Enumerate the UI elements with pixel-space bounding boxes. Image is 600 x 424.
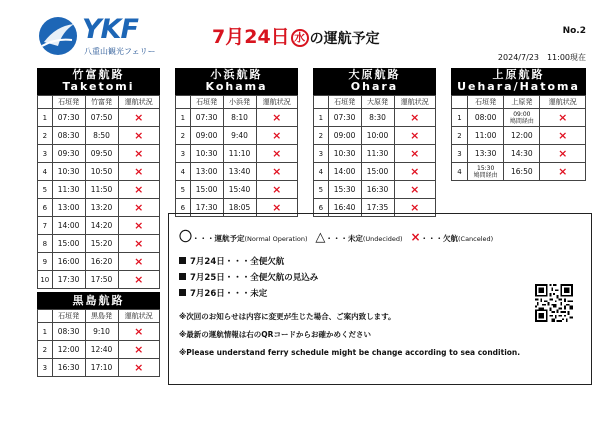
- trip-number: 3: [38, 359, 53, 377]
- canceled-cross-icon: ×: [272, 147, 282, 160]
- trip-number: 8: [38, 235, 53, 253]
- column-header: 大原発: [361, 96, 394, 109]
- square-bullet-icon: [179, 273, 186, 280]
- timetable-header-row: [314, 96, 436, 109]
- route-name-jp: 黒島航路: [72, 294, 125, 307]
- return-time: 14:20: [85, 217, 118, 235]
- legend-notes-box: [168, 213, 592, 385]
- timetable-header-row: [38, 96, 160, 109]
- departure-time: 08:30: [52, 323, 85, 341]
- departure-time: 09:00: [190, 127, 223, 145]
- column-header: 石垣発: [328, 96, 361, 109]
- canceled-cross-icon: ×: [134, 219, 144, 232]
- route-kohama: [175, 68, 298, 217]
- table-row: [176, 127, 298, 145]
- column-header: [38, 310, 53, 323]
- legend-circle-text: ・・・運航予定: [192, 234, 245, 243]
- return-time: 10:50: [85, 163, 118, 181]
- brand-name: YKF: [82, 14, 138, 45]
- legend-cross-en: (Canceled): [458, 235, 494, 243]
- timetable-header-row: [452, 96, 586, 109]
- canceled-cross-icon: ×: [558, 147, 568, 160]
- table-row: [452, 127, 586, 145]
- remark-item: ※Please understand ferry schedule might be change according to sea condition.: [179, 348, 521, 357]
- square-bullet-icon: [179, 289, 186, 296]
- note-item: 7月24日・・・全便欠航: [179, 254, 318, 270]
- return-time: 11:10: [223, 145, 256, 163]
- status-cell: [118, 145, 160, 163]
- departure-time: 16:30: [52, 359, 85, 377]
- page-number: No.2: [562, 26, 586, 36]
- status-cell: [118, 341, 160, 359]
- status-cell: [540, 163, 586, 181]
- column-header: 石垣発: [52, 96, 85, 109]
- route-name-jp: 小浜航路: [210, 68, 263, 81]
- return-time: 11:50: [85, 181, 118, 199]
- table-row: [38, 235, 160, 253]
- departure-time: 14:00: [52, 217, 85, 235]
- status-cell: [394, 181, 436, 199]
- departure-time: 10:30: [190, 145, 223, 163]
- title-date: 7月24日: [212, 26, 290, 48]
- return-time: 11:30: [361, 145, 394, 163]
- route-name-en: Kohama: [205, 80, 268, 93]
- return-time: 9:40: [223, 127, 256, 145]
- trip-number: 6: [38, 199, 53, 217]
- status-cell: [118, 163, 160, 181]
- canceled-cross-icon: ×: [134, 325, 144, 338]
- trip-number: 4: [38, 163, 53, 181]
- status-cell: [256, 145, 298, 163]
- return-time: 17:10: [85, 359, 118, 377]
- status-legend: [179, 226, 493, 245]
- company-logo: [38, 12, 178, 62]
- return-time: 13:20: [85, 199, 118, 217]
- trip-number: 5: [38, 181, 53, 199]
- route-header: [37, 68, 160, 95]
- triangle-icon: △: [315, 230, 326, 245]
- return-time: 14:30: [504, 145, 540, 163]
- return-time: 13:40: [223, 163, 256, 181]
- time-value: 09:00: [513, 110, 531, 118]
- column-header: [314, 96, 329, 109]
- legend-cross-text: ・・・欠航: [420, 234, 458, 243]
- column-header: 石垣発: [468, 96, 504, 109]
- return-time: 10:00: [361, 127, 394, 145]
- timetable-header-row: [176, 96, 298, 109]
- table-row: [38, 217, 160, 235]
- column-header: 上原発: [504, 96, 540, 109]
- departure-time: 08:00: [468, 109, 504, 127]
- status-cell: [118, 359, 160, 377]
- table-row: [176, 145, 298, 163]
- canceled-cross-icon: ×: [558, 111, 568, 124]
- canceled-cross-icon: ×: [272, 201, 282, 214]
- route-name-en: Taketomi: [62, 80, 135, 93]
- canceled-cross-icon: ×: [134, 111, 144, 124]
- return-time: 12:40: [85, 341, 118, 359]
- time-value: 15:30: [477, 164, 495, 172]
- column-header: 運航状況: [256, 96, 298, 109]
- route-taketomi: [37, 68, 160, 289]
- departure-time: 10:30: [328, 145, 361, 163]
- trip-number: 3: [314, 145, 329, 163]
- trip-number: 1: [452, 109, 468, 127]
- table-row: [38, 181, 160, 199]
- route-name-en: Uehara/Hatoma: [457, 80, 580, 93]
- square-bullet-icon: [179, 257, 186, 264]
- table-row: [38, 253, 160, 271]
- timetable: [451, 95, 586, 181]
- trip-number: 6: [314, 199, 329, 217]
- canceled-cross-icon: ×: [558, 165, 568, 178]
- departure-time: 17:30: [190, 199, 223, 217]
- table-row: [38, 341, 160, 359]
- departure-time: 10:30: [52, 163, 85, 181]
- route-uehara-hatoma: [451, 68, 586, 181]
- status-cell: [256, 163, 298, 181]
- trip-number: 3: [176, 145, 191, 163]
- departure-time: 17:30: [52, 271, 85, 289]
- route-name-jp: 竹富航路: [72, 68, 125, 81]
- column-header: [452, 96, 468, 109]
- status-cell: [118, 109, 160, 127]
- canceled-cross-icon: ×: [410, 201, 420, 214]
- trip-number: 5: [314, 181, 329, 199]
- departure-time: 11:30: [52, 181, 85, 199]
- trip-number: 1: [176, 109, 191, 127]
- ferry-wing-logo-icon: [38, 16, 78, 56]
- table-row: [176, 181, 298, 199]
- canceled-cross-icon: ×: [272, 183, 282, 196]
- canceled-cross-icon: ×: [134, 343, 144, 356]
- departure-time: 13:30: [468, 145, 504, 163]
- status-cell: [394, 109, 436, 127]
- trip-number: 2: [176, 127, 191, 145]
- page-title: [212, 22, 380, 49]
- column-header: 小浜発: [223, 96, 256, 109]
- canceled-cross-icon: ×: [272, 129, 282, 142]
- status-cell: [118, 323, 160, 341]
- date-notes: [179, 254, 318, 302]
- return-time: 9:10: [85, 323, 118, 341]
- status-cell: [118, 127, 160, 145]
- canceled-cross-icon: ×: [410, 147, 420, 160]
- canceled-cross-icon: ×: [134, 147, 144, 160]
- timetable: [175, 95, 298, 217]
- trip-number: 2: [38, 341, 53, 359]
- return-time: 18:05: [223, 199, 256, 217]
- route-name-jp: 上原航路: [492, 68, 545, 81]
- canceled-cross-icon: ×: [134, 255, 144, 268]
- trip-number: 3: [452, 145, 468, 163]
- qr-code-icon[interactable]: [535, 284, 573, 322]
- table-row: [314, 163, 436, 181]
- return-time: [504, 109, 540, 127]
- legend-triangle-text: ・・・未定: [325, 234, 363, 243]
- canceled-cross-icon: ×: [558, 129, 568, 142]
- legend-triangle-en: (Undecided): [362, 235, 403, 243]
- departure-time: 13:00: [190, 163, 223, 181]
- departure-time: 07:30: [190, 109, 223, 127]
- table-row: [314, 109, 436, 127]
- departure-time: 14:00: [328, 163, 361, 181]
- column-header: 石垣発: [52, 310, 85, 323]
- canceled-cross-icon: ×: [134, 129, 144, 142]
- departure-time: 07:30: [52, 109, 85, 127]
- canceled-cross-icon: ×: [410, 111, 420, 124]
- note-item: 7月26日・・・未定: [179, 286, 318, 302]
- trip-number: 2: [452, 127, 468, 145]
- return-time: 15:20: [85, 235, 118, 253]
- departure-time: 08:30: [52, 127, 85, 145]
- table-row: [314, 127, 436, 145]
- table-row: [38, 359, 160, 377]
- route-ohara: [313, 68, 436, 217]
- timetable: [313, 95, 436, 217]
- table-row: [452, 109, 586, 127]
- table-row: [452, 163, 586, 181]
- title-rest: の運航予定: [309, 31, 380, 47]
- return-time: 07:50: [85, 109, 118, 127]
- cross-icon: ×: [410, 230, 421, 244]
- canceled-cross-icon: ×: [134, 273, 144, 286]
- route-header: [37, 292, 160, 309]
- trip-number: 10: [38, 271, 53, 289]
- timetable: [37, 309, 160, 377]
- trip-number: 2: [38, 127, 53, 145]
- trip-number: 1: [38, 323, 53, 341]
- trip-number: 4: [176, 163, 191, 181]
- departure-time: 15:30: [328, 181, 361, 199]
- canceled-cross-icon: ×: [410, 165, 420, 178]
- via-note: 鳩間経由: [473, 171, 498, 179]
- status-cell: [540, 109, 586, 127]
- brand-subtitle: 八重山観光フェリー: [84, 47, 156, 56]
- departure-time: 15:00: [52, 235, 85, 253]
- status-cell: [256, 109, 298, 127]
- note-item: 7月25日・・・全便欠航の見込み: [179, 270, 318, 286]
- canceled-cross-icon: ×: [134, 201, 144, 214]
- trip-number: 9: [38, 253, 53, 271]
- return-time: 16:30: [361, 181, 394, 199]
- updated-timestamp: 2024/7/23 11:00現在: [497, 53, 586, 62]
- status-cell: [118, 271, 160, 289]
- status-cell: [118, 199, 160, 217]
- table-row: [38, 323, 160, 341]
- table-row: [314, 145, 436, 163]
- circle-icon: 〇: [179, 230, 193, 245]
- remark-item: ※次回のお知らせは内容に変更が生じた場合、ご案内致します。: [179, 312, 396, 321]
- title-weekday: 水: [291, 29, 309, 47]
- trip-number: 4: [314, 163, 329, 181]
- table-row: [38, 163, 160, 181]
- status-cell: [394, 145, 436, 163]
- column-header: 黒島発: [85, 310, 118, 323]
- trip-number: 1: [38, 109, 53, 127]
- table-row: [38, 127, 160, 145]
- route-kuroshima: [37, 292, 160, 377]
- status-cell: [118, 253, 160, 271]
- canceled-cross-icon: ×: [272, 165, 282, 178]
- return-time: 15:40: [223, 181, 256, 199]
- table-row: [38, 271, 160, 289]
- departure-time: 11:00: [468, 127, 504, 145]
- table-row: [176, 109, 298, 127]
- canceled-cross-icon: ×: [410, 183, 420, 196]
- trip-number: 3: [38, 145, 53, 163]
- return-time: 16:20: [85, 253, 118, 271]
- column-header: 石垣発: [190, 96, 223, 109]
- column-header: 運航状況: [540, 96, 586, 109]
- departure-time: [468, 163, 504, 181]
- canceled-cross-icon: ×: [134, 165, 144, 178]
- table-row: [314, 181, 436, 199]
- status-cell: [540, 127, 586, 145]
- status-cell: [118, 181, 160, 199]
- trip-number: 5: [176, 181, 191, 199]
- status-cell: [118, 235, 160, 253]
- table-row: [38, 145, 160, 163]
- canceled-cross-icon: ×: [410, 129, 420, 142]
- column-header: 竹富発: [85, 96, 118, 109]
- return-time: 17:50: [85, 271, 118, 289]
- column-header: 運航状況: [118, 96, 160, 109]
- canceled-cross-icon: ×: [134, 183, 144, 196]
- remark-item: ※最新の運航情報は右のQRコードからお確かめください: [179, 330, 371, 339]
- timetable-header-row: [38, 310, 160, 323]
- remarks: [179, 308, 520, 362]
- departure-time: 13:00: [52, 199, 85, 217]
- departure-time: 12:00: [52, 341, 85, 359]
- table-row: [452, 145, 586, 163]
- route-header: [175, 68, 298, 95]
- return-time: 12:00: [504, 127, 540, 145]
- return-time: 17:35: [361, 199, 394, 217]
- route-name-jp: 大原航路: [348, 68, 401, 81]
- legend-circle-en: (Normal Operation): [244, 235, 308, 243]
- departure-time: 15:00: [190, 181, 223, 199]
- departure-time: 16:00: [52, 253, 85, 271]
- status-cell: [394, 127, 436, 145]
- return-time: 09:50: [85, 145, 118, 163]
- return-time: 15:00: [361, 163, 394, 181]
- canceled-cross-icon: ×: [134, 361, 144, 374]
- canceled-cross-icon: ×: [134, 237, 144, 250]
- via-note: 鳩間経由: [509, 117, 534, 125]
- departure-time: 09:00: [328, 127, 361, 145]
- route-header: [451, 68, 586, 95]
- status-cell: [256, 181, 298, 199]
- return-time: 8:50: [85, 127, 118, 145]
- trip-number: 1: [314, 109, 329, 127]
- status-cell: [540, 145, 586, 163]
- status-cell: [256, 127, 298, 145]
- timetable: [37, 95, 160, 289]
- status-cell: [394, 163, 436, 181]
- departure-time: 09:30: [52, 145, 85, 163]
- column-header: [176, 96, 191, 109]
- table-row: [38, 199, 160, 217]
- trip-number: 6: [176, 199, 191, 217]
- column-header: 運航状況: [118, 310, 160, 323]
- canceled-cross-icon: ×: [272, 111, 282, 124]
- status-cell: [118, 217, 160, 235]
- route-name-en: Ohara: [350, 80, 399, 93]
- departure-time: 07:30: [328, 109, 361, 127]
- departure-time: 16:40: [328, 199, 361, 217]
- column-header: [38, 96, 53, 109]
- column-header: 運航状況: [394, 96, 436, 109]
- route-header: [313, 68, 436, 95]
- return-time: 8:30: [361, 109, 394, 127]
- trip-number: 2: [314, 127, 329, 145]
- return-time: 8:10: [223, 109, 256, 127]
- trip-number: 7: [38, 217, 53, 235]
- table-row: [176, 163, 298, 181]
- trip-number: 4: [452, 163, 468, 181]
- table-row: [38, 109, 160, 127]
- return-time: 16:50: [504, 163, 540, 181]
